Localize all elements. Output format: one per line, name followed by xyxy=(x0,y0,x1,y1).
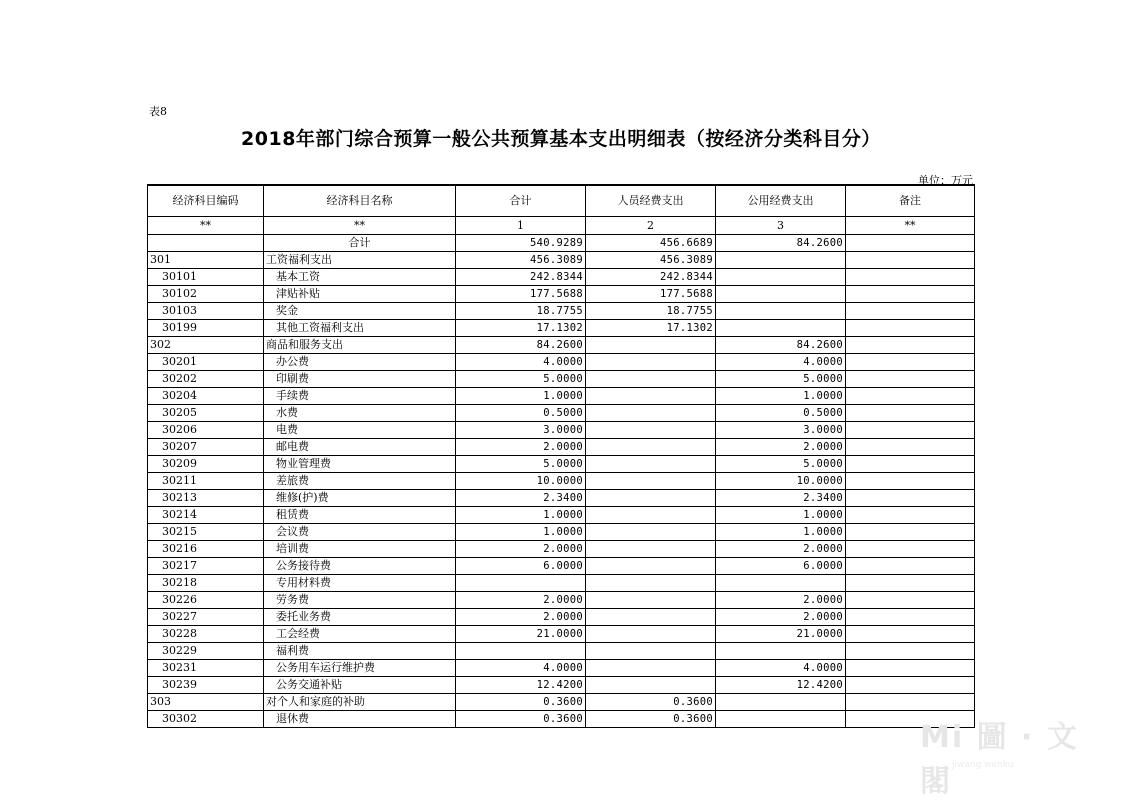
cell-code: 303 xyxy=(148,694,264,711)
cell-total: 2.0000 xyxy=(456,541,586,558)
cell-total: 2.0000 xyxy=(456,609,586,626)
table-row xyxy=(148,439,975,456)
cell-personnel xyxy=(586,473,716,490)
cell-name: 奖金 xyxy=(264,303,456,320)
table-row xyxy=(148,490,975,507)
table-row xyxy=(148,422,975,439)
cell-personnel xyxy=(586,439,716,456)
cell-public: 4.0000 xyxy=(716,354,846,371)
table-row xyxy=(148,660,975,677)
cell-name: 邮电费 xyxy=(264,439,456,456)
index-cell: ** xyxy=(846,217,975,235)
cell-note xyxy=(846,592,975,609)
cell-name: 商品和服务支出 xyxy=(264,337,456,354)
cell-name: 培训费 xyxy=(264,541,456,558)
cell-note xyxy=(846,575,975,592)
cell-total: 3.0000 xyxy=(456,422,586,439)
cell-code: 30228 xyxy=(148,626,264,643)
table-row xyxy=(148,592,975,609)
table-row xyxy=(148,354,975,371)
cell-personnel xyxy=(586,388,716,405)
cell-personnel: 0.3600 xyxy=(586,711,716,728)
cell-public: 4.0000 xyxy=(716,660,846,677)
table-row-group xyxy=(148,694,975,711)
cell-public: 2.0000 xyxy=(716,592,846,609)
cell-name: 印刷费 xyxy=(264,371,456,388)
cell-total xyxy=(456,575,586,592)
cell-total: 2.0000 xyxy=(456,439,586,456)
cell-public xyxy=(716,320,846,337)
cell-name: 工资福利支出 xyxy=(264,252,456,269)
cell-code: 30101 xyxy=(148,269,264,286)
cell-public: 6.0000 xyxy=(716,558,846,575)
column-header-note: 备注 xyxy=(846,185,975,217)
cell-total: 4.0000 xyxy=(456,354,586,371)
index-cell: ** xyxy=(148,217,264,235)
cell-total: 10.0000 xyxy=(456,473,586,490)
table-row-group xyxy=(148,252,975,269)
cell-personnel: 456.6689 xyxy=(586,235,716,252)
cell-total: 177.5688 xyxy=(456,286,586,303)
cell-personnel xyxy=(586,592,716,609)
cell-personnel xyxy=(586,677,716,694)
cell-note xyxy=(846,371,975,388)
cell-note xyxy=(846,473,975,490)
cell-code: 30103 xyxy=(148,303,264,320)
cell-note xyxy=(846,235,975,252)
cell-note xyxy=(846,456,975,473)
cell-personnel: 0.3600 xyxy=(586,694,716,711)
cell-total: 21.0000 xyxy=(456,626,586,643)
cell-name: 专用材料费 xyxy=(264,575,456,592)
table-row xyxy=(148,643,975,660)
cell-name: 物业管理费 xyxy=(264,456,456,473)
cell-note xyxy=(846,541,975,558)
index-row xyxy=(148,217,975,235)
column-header-total: 合计 xyxy=(456,185,586,217)
table-row xyxy=(148,524,975,541)
cell-public: 1.0000 xyxy=(716,524,846,541)
cell-code: 30209 xyxy=(148,456,264,473)
cell-total: 0.3600 xyxy=(456,711,586,728)
cell-public: 10.0000 xyxy=(716,473,846,490)
table-row xyxy=(148,626,975,643)
table-row xyxy=(148,405,975,422)
cell-personnel: 242.8344 xyxy=(586,269,716,286)
cell-code: 301 xyxy=(148,252,264,269)
cell-total: 5.0000 xyxy=(456,371,586,388)
cell-personnel xyxy=(586,660,716,677)
cell-personnel xyxy=(586,524,716,541)
column-header-code: 经济科目编码 xyxy=(148,185,264,217)
cell-code: 30227 xyxy=(148,609,264,626)
cell-personnel xyxy=(586,371,716,388)
cell-code: 30213 xyxy=(148,490,264,507)
table-number: 表8 xyxy=(149,105,167,118)
index-cell: 3 xyxy=(716,217,846,235)
cell-note xyxy=(846,694,975,711)
table-row xyxy=(148,456,975,473)
cell-name: 合计 xyxy=(264,235,456,252)
cell-public: 1.0000 xyxy=(716,388,846,405)
cell-public: 0.5000 xyxy=(716,405,846,422)
cell-personnel xyxy=(586,541,716,558)
cell-personnel xyxy=(586,507,716,524)
cell-note xyxy=(846,269,975,286)
budget-table xyxy=(147,184,975,728)
cell-personnel xyxy=(586,354,716,371)
cell-public: 5.0000 xyxy=(716,456,846,473)
cell-personnel xyxy=(586,626,716,643)
cell-public: 2.0000 xyxy=(716,439,846,456)
cell-total: 5.0000 xyxy=(456,456,586,473)
table-row xyxy=(148,507,975,524)
table-row xyxy=(148,541,975,558)
table-row xyxy=(148,371,975,388)
cell-public xyxy=(716,694,846,711)
cell-public: 2.0000 xyxy=(716,609,846,626)
cell-public: 84.2600 xyxy=(716,235,846,252)
cell-name: 维修(护)费 xyxy=(264,490,456,507)
table-row-total xyxy=(148,235,975,252)
cell-personnel xyxy=(586,575,716,592)
cell-name: 公务用车运行维护费 xyxy=(264,660,456,677)
cell-code: 30302 xyxy=(148,711,264,728)
cell-note xyxy=(846,405,975,422)
cell-public xyxy=(716,269,846,286)
cell-name: 差旅费 xyxy=(264,473,456,490)
cell-note xyxy=(846,609,975,626)
cell-personnel: 177.5688 xyxy=(586,286,716,303)
cell-personnel: 17.1302 xyxy=(586,320,716,337)
cell-code: 30226 xyxy=(148,592,264,609)
cell-code: 30218 xyxy=(148,575,264,592)
cell-name: 手续费 xyxy=(264,388,456,405)
cell-public: 2.0000 xyxy=(716,541,846,558)
cell-name: 公务接待费 xyxy=(264,558,456,575)
cell-personnel xyxy=(586,609,716,626)
cell-code: 30201 xyxy=(148,354,264,371)
cell-note xyxy=(846,507,975,524)
cell-note xyxy=(846,422,975,439)
cell-public: 12.4200 xyxy=(716,677,846,694)
cell-note xyxy=(846,337,975,354)
cell-name: 劳务费 xyxy=(264,592,456,609)
column-header-personnel: 人员经费支出 xyxy=(586,185,716,217)
cell-note xyxy=(846,439,975,456)
cell-public xyxy=(716,286,846,303)
cell-name: 水费 xyxy=(264,405,456,422)
cell-note xyxy=(846,626,975,643)
header-row xyxy=(148,185,975,217)
cell-name: 对个人和家庭的补助 xyxy=(264,694,456,711)
cell-public xyxy=(716,711,846,728)
table-row xyxy=(148,575,975,592)
table-row xyxy=(148,388,975,405)
cell-personnel xyxy=(586,456,716,473)
cell-note xyxy=(846,303,975,320)
table-row-group xyxy=(148,337,975,354)
cell-code: 30239 xyxy=(148,677,264,694)
cell-public xyxy=(716,643,846,660)
cell-name: 福利费 xyxy=(264,643,456,660)
cell-personnel xyxy=(586,490,716,507)
cell-note xyxy=(846,388,975,405)
cell-note xyxy=(846,660,975,677)
column-header-name: 经济科目名称 xyxy=(264,185,456,217)
cell-personnel xyxy=(586,422,716,439)
cell-note xyxy=(846,320,975,337)
cell-public: 5.0000 xyxy=(716,371,846,388)
table-row xyxy=(148,609,975,626)
table-row xyxy=(148,677,975,694)
watermark-subtext: jiwang wenku xyxy=(952,760,1014,770)
table-row xyxy=(148,473,975,490)
cell-total: 540.9289 xyxy=(456,235,586,252)
cell-total: 84.2600 xyxy=(456,337,586,354)
table-row xyxy=(148,320,975,337)
cell-code: 30204 xyxy=(148,388,264,405)
cell-personnel xyxy=(586,558,716,575)
cell-code: 30217 xyxy=(148,558,264,575)
cell-code: 30215 xyxy=(148,524,264,541)
cell-name: 津贴补贴 xyxy=(264,286,456,303)
cell-personnel xyxy=(586,337,716,354)
cell-name: 会议费 xyxy=(264,524,456,541)
cell-note xyxy=(846,490,975,507)
cell-code: 30211 xyxy=(148,473,264,490)
cell-total: 242.8344 xyxy=(456,269,586,286)
cell-public: 3.0000 xyxy=(716,422,846,439)
cell-public xyxy=(716,303,846,320)
cell-name: 办公费 xyxy=(264,354,456,371)
cell-total: 4.0000 xyxy=(456,660,586,677)
cell-code: 30216 xyxy=(148,541,264,558)
cell-note xyxy=(846,354,975,371)
index-cell: ** xyxy=(264,217,456,235)
cell-public xyxy=(716,575,846,592)
cell-total: 0.5000 xyxy=(456,405,586,422)
table-row xyxy=(148,286,975,303)
index-cell: 2 xyxy=(586,217,716,235)
document-title: 2018年部门综合预算一般公共预算基本支出明细表（按经济分类科目分） xyxy=(241,128,881,150)
cell-personnel: 456.3089 xyxy=(586,252,716,269)
cell-code: 30229 xyxy=(148,643,264,660)
cell-public xyxy=(716,252,846,269)
cell-note xyxy=(846,286,975,303)
cell-total: 2.3400 xyxy=(456,490,586,507)
cell-code: 302 xyxy=(148,337,264,354)
cell-total: 18.7755 xyxy=(456,303,586,320)
table-row xyxy=(148,303,975,320)
column-header-public: 公用经费支出 xyxy=(716,185,846,217)
cell-code: 30207 xyxy=(148,439,264,456)
cell-note xyxy=(846,643,975,660)
table-row xyxy=(148,269,975,286)
cell-name: 退休费 xyxy=(264,711,456,728)
cell-code: 30102 xyxy=(148,286,264,303)
cell-note xyxy=(846,677,975,694)
cell-total: 1.0000 xyxy=(456,524,586,541)
cell-note xyxy=(846,558,975,575)
cell-code: 30214 xyxy=(148,507,264,524)
unit-label: 单位：万元 xyxy=(918,174,973,187)
cell-total: 1.0000 xyxy=(456,388,586,405)
cell-total xyxy=(456,643,586,660)
cell-public: 1.0000 xyxy=(716,507,846,524)
cell-note xyxy=(846,252,975,269)
cell-name: 其他工资福利支出 xyxy=(264,320,456,337)
cell-personnel xyxy=(586,643,716,660)
cell-note xyxy=(846,524,975,541)
table-row xyxy=(148,558,975,575)
cell-personnel: 18.7755 xyxy=(586,303,716,320)
cell-public: 2.3400 xyxy=(716,490,846,507)
cell-code: 30206 xyxy=(148,422,264,439)
cell-public: 21.0000 xyxy=(716,626,846,643)
cell-public: 84.2600 xyxy=(716,337,846,354)
cell-code: 30202 xyxy=(148,371,264,388)
cell-total: 456.3089 xyxy=(456,252,586,269)
cell-code xyxy=(148,235,264,252)
cell-code: 30231 xyxy=(148,660,264,677)
cell-name: 公务交通补贴 xyxy=(264,677,456,694)
cell-total: 12.4200 xyxy=(456,677,586,694)
cell-name: 委托业务费 xyxy=(264,609,456,626)
cell-total: 1.0000 xyxy=(456,507,586,524)
cell-name: 工会经费 xyxy=(264,626,456,643)
cell-code: 30205 xyxy=(148,405,264,422)
index-cell: 1 xyxy=(456,217,586,235)
cell-total: 2.0000 xyxy=(456,592,586,609)
cell-name: 电费 xyxy=(264,422,456,439)
cell-total: 17.1302 xyxy=(456,320,586,337)
cell-name: 基本工资 xyxy=(264,269,456,286)
cell-total: 6.0000 xyxy=(456,558,586,575)
table-row xyxy=(148,711,975,728)
cell-personnel xyxy=(586,405,716,422)
cell-name: 租赁费 xyxy=(264,507,456,524)
cell-code: 30199 xyxy=(148,320,264,337)
cell-total: 0.3600 xyxy=(456,694,586,711)
watermark-logo: Mi 圖 · 文 閣 xyxy=(920,720,1079,799)
